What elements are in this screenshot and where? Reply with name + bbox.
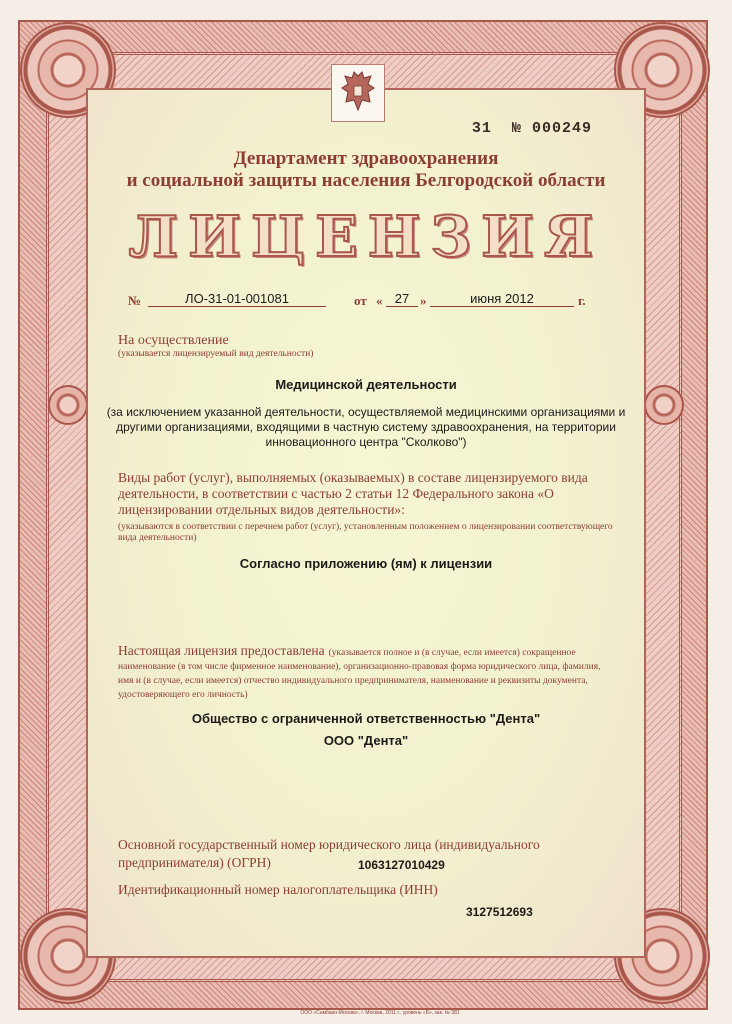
issuer-line-1: Департамент здравоохранения (233, 148, 499, 169)
activity-label: На осуществление (118, 333, 229, 348)
document-title: ЛИЦЕНЗИЯ (128, 204, 604, 270)
works-label: Виды работ (услуг), выполняемых (оказываемых) в составе лицензируемого вида деятельности, в соответствии с частью 2 статьи 12 Федерального закона «О лицензировании отдельных видов деятельности»: (118, 470, 588, 517)
license-number: ЛО-31-01-001081 (148, 291, 326, 307)
inn-label: Идентификационный номер налогоплательщика (ИНН) (118, 882, 438, 897)
activity-hint: (указывается лицензируемый вид деятельности) (118, 349, 314, 359)
works-hint: (указываются в соответствии с перечнем работ (услуг), установленным положением о лицензировании соответствующего вида деятельности) (118, 522, 613, 543)
license-from-label: от (354, 293, 367, 308)
ogrn-label: Основной государственный номер юридического лица (индивидуального предпринимателя) (ОГРН) (118, 837, 540, 870)
licensee-full-name: Общество с ограниченной ответственностью "Дента" (191, 711, 541, 726)
licensee-label: Настоящая лицензия предоставлена (118, 643, 325, 658)
quote-open: « (376, 293, 383, 308)
license-month-year: июня 2012 (430, 291, 574, 307)
printer-imprint: ООО «Самбаин-Москва», г. Москва, 2011 г., уровень «Б», зак. № 381 (300, 1010, 460, 1016)
serial-number: 000249 (531, 120, 592, 137)
works-value: Согласно приложению (ям) к лицензии (239, 556, 493, 571)
activity-note: (за исключением указанной деятельности, осуществляемой медицинскими организациями и другими организациями, входящими в частную систему здравоохранения, на территории инновационного центра "Сколково") (106, 405, 626, 449)
license-number-row (128, 291, 590, 311)
form-serial (472, 120, 592, 137)
license-no-sign: № (128, 293, 142, 308)
year-suffix: г. (578, 293, 586, 308)
issuer-line-2: и социальной защиты населения Белгородской области (126, 170, 606, 191)
serial-no-sign: № (511, 120, 522, 137)
quote-close: » (420, 293, 427, 308)
licensee-hint: (указывается полное и (в случае, если имеется) сокращенное наименование (в том числе фирменное наименование), организационно-правовая форма юридического лица, фамилия, имя и (в случае, если имеется) отчество индивидуального предпринимателя, наименование и реквизиты документа, удостоверяющего его личность) (118, 648, 601, 700)
serial-series: 31 (471, 120, 492, 137)
coat-of-arms-icon (331, 64, 385, 122)
side-ornament-icon (644, 385, 684, 425)
side-ornament-icon (48, 385, 88, 425)
ogrn-value: 1063127010429 (358, 858, 445, 872)
inn-value: 3127512693 (466, 905, 533, 919)
activity-value: Медицинской деятельности (275, 377, 457, 392)
license-day: 27 (386, 291, 418, 307)
licensee-short-name: ООО "Дента" (323, 733, 409, 748)
licensee-block (118, 645, 614, 701)
